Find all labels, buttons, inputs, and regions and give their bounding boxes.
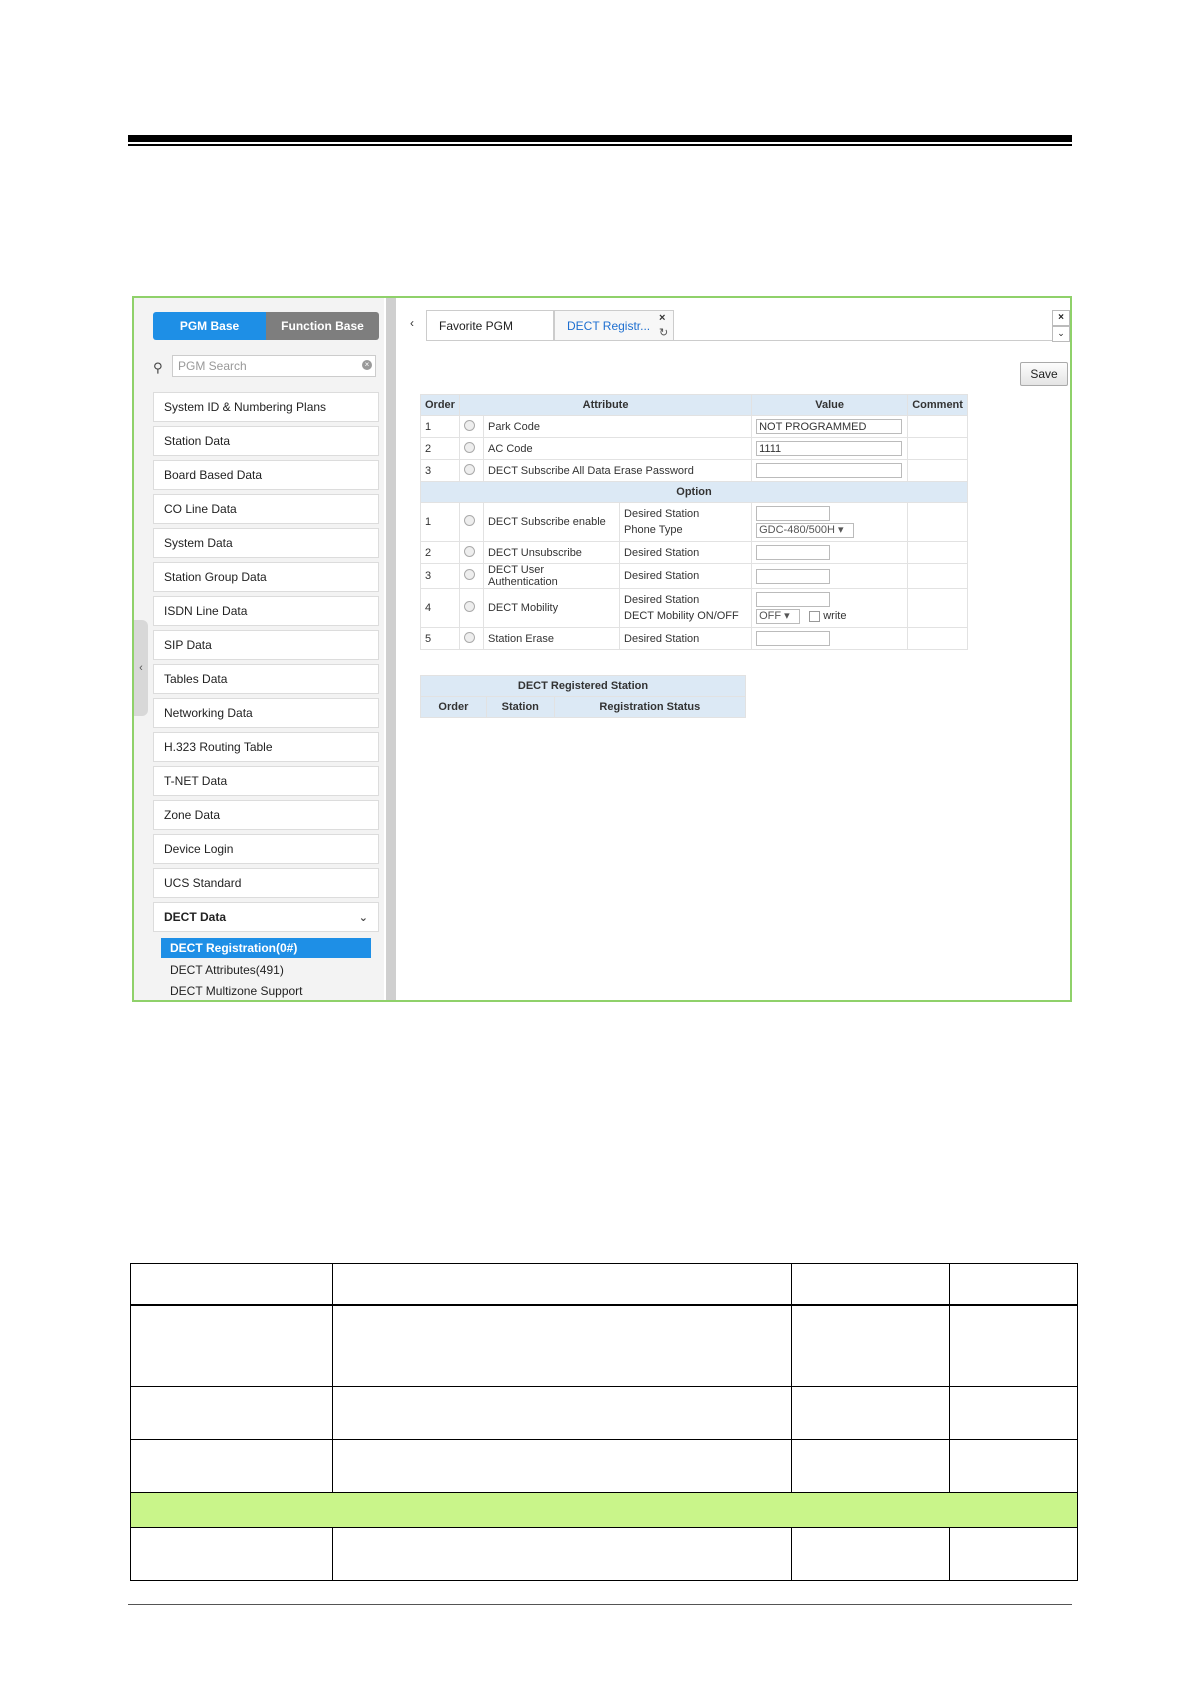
table-row xyxy=(421,628,968,650)
header-rule-thin xyxy=(128,144,1072,146)
row-sub-label: Desired Station xyxy=(620,542,752,564)
search-icon: ⚲ xyxy=(153,360,163,375)
header-registration-status: Registration Status xyxy=(554,697,745,718)
option-header: Option xyxy=(421,482,968,503)
row-attribute: DECT Mobility xyxy=(483,589,619,628)
menu-item[interactable]: System ID & Numbering Plans xyxy=(153,392,379,422)
desired-station-input[interactable] xyxy=(756,569,830,584)
desired-station-input[interactable] xyxy=(756,545,830,560)
header-value: Value xyxy=(752,395,908,416)
function-base-button[interactable]: Function Base xyxy=(266,312,379,340)
chevron-down-icon: ⌄ xyxy=(358,912,368,924)
row-radio[interactable] xyxy=(464,569,475,580)
header-attribute: Attribute xyxy=(459,395,751,416)
row-order: 2 xyxy=(421,438,460,460)
row-sub-label: Desired Station xyxy=(620,564,752,589)
table-row xyxy=(421,503,968,542)
sidebar xyxy=(134,298,384,1000)
chevron-down-icon[interactable]: ⌄ xyxy=(1052,326,1070,342)
clear-icon[interactable]: × xyxy=(362,360,372,370)
tab-favorite-pgm[interactable]: Favorite PGM xyxy=(426,310,554,340)
ac-code-input[interactable]: 1111 xyxy=(756,441,902,456)
save-button[interactable]: Save xyxy=(1020,362,1068,386)
table-row xyxy=(131,1264,1078,1306)
row-order: 1 xyxy=(421,503,460,542)
sidebar-scrollbar[interactable] xyxy=(386,298,396,1000)
row-sub-label: Desired Station xyxy=(624,594,700,606)
row-radio[interactable] xyxy=(464,420,475,431)
menu-item[interactable]: Station Group Data xyxy=(153,562,379,592)
row-attribute: DECT User Authentication xyxy=(483,564,619,589)
table-row xyxy=(421,438,968,460)
tab-dect-registration[interactable]: DECT Registr... xyxy=(554,310,674,340)
menu-item[interactable]: System Data xyxy=(153,528,379,558)
phone-type-select[interactable]: GDC-480/500H ▾ xyxy=(756,523,854,538)
row-order: 3 xyxy=(421,460,460,482)
menu-item[interactable]: Device Login xyxy=(153,834,379,864)
row-order: 5 xyxy=(421,628,460,650)
sub-item-dect-attributes[interactable]: DECT Attributes(491) xyxy=(170,963,284,977)
footer-rule xyxy=(128,1604,1072,1605)
row-radio[interactable] xyxy=(464,601,475,612)
row-attribute: DECT Unsubscribe xyxy=(483,542,619,564)
menu-item[interactable]: H.323 Routing Table xyxy=(153,732,379,762)
menu-item[interactable]: Zone Data xyxy=(153,800,379,830)
menu-item[interactable]: Networking Data xyxy=(153,698,379,728)
close-icon[interactable]: × xyxy=(659,312,666,324)
collapse-handle-icon[interactable]: ‹ xyxy=(134,620,148,716)
pgm-search-input[interactable]: PGM Search xyxy=(172,355,376,377)
document-table xyxy=(130,1263,1078,1581)
sub-item-dect-registration[interactable]: DECT Registration(0#) xyxy=(161,938,371,958)
table-row xyxy=(131,1440,1078,1493)
menu-item[interactable]: CO Line Data xyxy=(153,494,379,524)
row-radio[interactable] xyxy=(464,464,475,475)
header-rule-thick xyxy=(128,135,1072,142)
desired-station-input[interactable] xyxy=(756,631,830,646)
pgm-base-button[interactable]: PGM Base xyxy=(153,312,266,340)
desired-station-input[interactable] xyxy=(756,506,830,521)
refresh-icon[interactable]: ↻ xyxy=(659,327,669,339)
write-label: write xyxy=(823,610,847,622)
header-station: Station xyxy=(486,697,554,718)
row-attribute: DECT Subscribe All Data Erase Password xyxy=(483,460,751,482)
row-attribute: AC Code xyxy=(483,438,751,460)
table-row xyxy=(131,1528,1078,1581)
menu-item[interactable]: ISDN Line Data xyxy=(153,596,379,626)
erase-password-input[interactable] xyxy=(756,463,902,478)
table-row xyxy=(421,589,968,628)
row-sub-label: Desired Station xyxy=(620,628,752,650)
row-attribute: Park Code xyxy=(483,416,751,438)
table-row xyxy=(421,542,968,564)
mobility-select[interactable]: OFF ▾ xyxy=(756,609,800,624)
menu-item-label: DECT Data xyxy=(164,910,227,924)
header-order: Order xyxy=(421,395,460,416)
table-row xyxy=(421,416,968,438)
tab-underline xyxy=(426,340,1070,341)
menu-item[interactable]: Tables Data xyxy=(153,664,379,694)
sub-item-dect-multizone[interactable]: DECT Multizone Support xyxy=(170,984,303,998)
table-row-highlight xyxy=(131,1493,1078,1528)
row-order: 1 xyxy=(421,416,460,438)
row-sub-label: DECT Mobility ON/OFF xyxy=(624,610,739,622)
row-sub-label: Phone Type xyxy=(624,524,683,536)
screenshot-frame xyxy=(132,296,1072,1002)
menu-item[interactable]: T-NET Data xyxy=(153,766,379,796)
row-radio[interactable] xyxy=(464,546,475,557)
close-icon[interactable]: × xyxy=(1052,310,1070,326)
menu-item-dect-data[interactable] xyxy=(153,902,379,932)
row-order: 3 xyxy=(421,564,460,589)
base-toggle xyxy=(153,312,379,340)
row-order: 2 xyxy=(421,542,460,564)
table-row xyxy=(131,1305,1078,1387)
table-row xyxy=(131,1387,1078,1440)
menu-item[interactable]: SIP Data xyxy=(153,630,379,660)
table-row xyxy=(421,564,968,589)
registered-title: DECT Registered Station xyxy=(421,676,746,697)
write-checkbox[interactable] xyxy=(809,611,820,622)
park-code-input[interactable]: NOT PROGRAMMED xyxy=(756,419,902,434)
row-radio[interactable] xyxy=(464,515,475,526)
row-sub-label: Desired Station xyxy=(624,508,700,520)
menu-item[interactable]: Station Data xyxy=(153,426,379,456)
row-order: 4 xyxy=(421,589,460,628)
chevron-left-icon[interactable]: ‹ xyxy=(410,316,414,330)
dect-registration-table xyxy=(420,394,968,650)
header-order: Order xyxy=(421,697,487,718)
header-comment: Comment xyxy=(908,395,968,416)
table-row xyxy=(421,460,968,482)
row-radio[interactable] xyxy=(464,442,475,453)
menu-item[interactable]: Board Based Data xyxy=(153,460,379,490)
row-attribute: DECT Subscribe enable xyxy=(483,503,619,542)
menu-item[interactable]: UCS Standard xyxy=(153,868,379,898)
registered-station-table xyxy=(420,675,746,718)
desired-station-input[interactable] xyxy=(756,592,830,607)
row-radio[interactable] xyxy=(464,632,475,643)
row-attribute: Station Erase xyxy=(483,628,619,650)
